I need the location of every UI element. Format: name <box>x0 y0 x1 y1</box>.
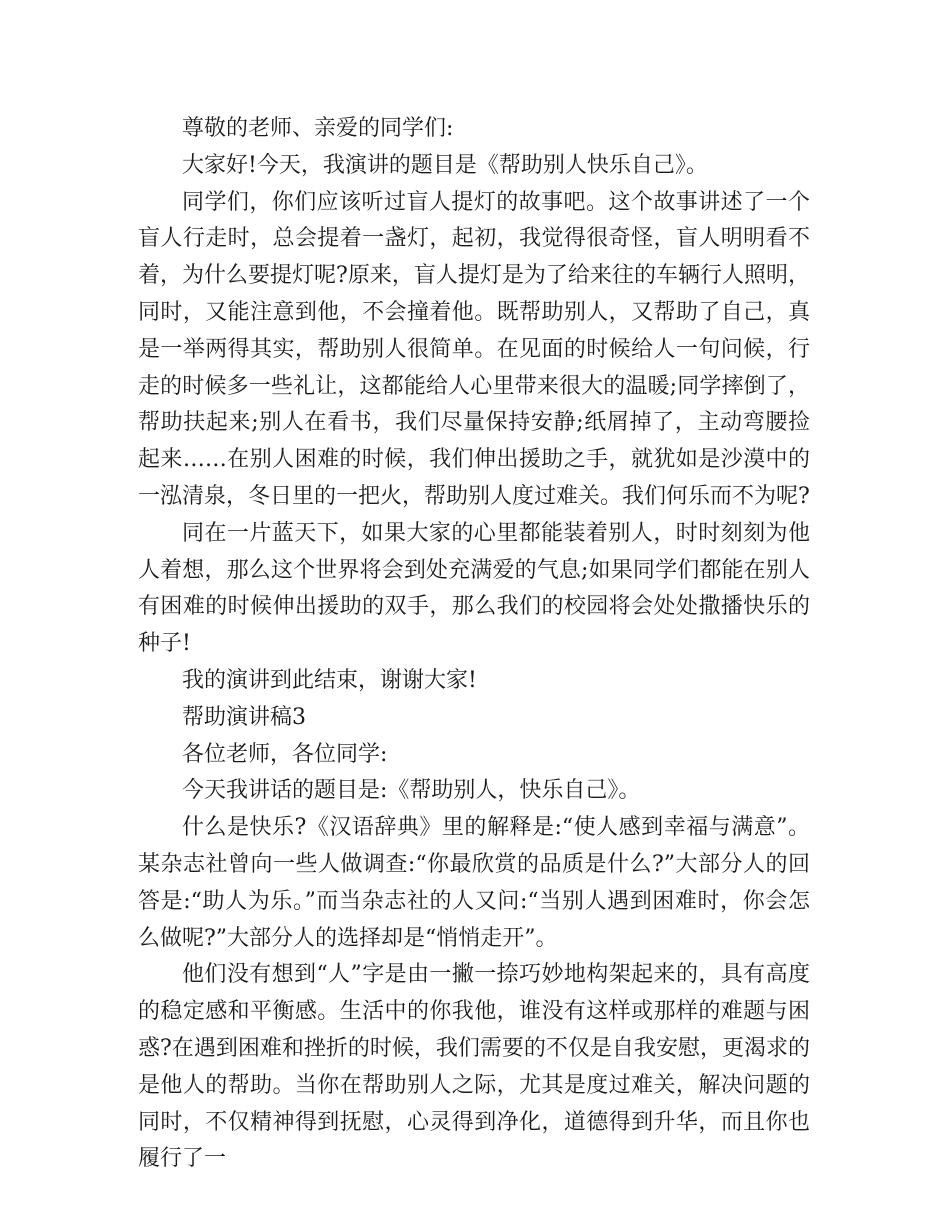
document-body <box>138 111 810 1178</box>
body-paragraph: 他们没有想到“人”字是由一撇一捺巧妙地构架起来的，具有高度的稳定感和平衡感。生活中的你我他，谁没有这样或那样的难题与困惑?在遇到困难和挫折的时候，我们需要的不仅是自我安慰，更渴求的是他人的帮助。当你在帮助别人之际，尤其是度过难关，解决问题的同时，不仅精神得到抚慰，心灵得到净化，道德得到升华，而且你也履行了一 <box>138 962 810 1172</box>
closing-paragraph: 我的演讲到此结束，谢谢大家! <box>182 667 477 693</box>
topic-paragraph: 今天我讲话的题目是:《帮助别人，快乐自己》。 <box>182 778 641 804</box>
body-paragraph: 同在一片蓝天下，如果大家的心里都能装着别人，时时刻刻为他人着想，那么这个世界将会到处充满爱的气息;如果同学们都能在别人有困难的时候伸出援助的双手，那么我们的校园将会处处撒播快乐的种子! <box>138 520 810 657</box>
body-paragraph: 什么是快乐?《汉语辞典》里的解释是:“使人感到幸福与满意”。某杂志社曾向一些人做调查:“你最欣赏的品质是什么?”大部分人的回答是:“助人为乐。”而当杂志社的人又问:“当别人遇到困难时，你会怎么做呢?”大部分人的选择却是“悄悄走开”。 <box>138 815 811 951</box>
salutation-paragraph: 尊敬的老师、亲爱的同学们: <box>182 116 454 141</box>
body-paragraph: 同学们，你们应该听过盲人提灯的故事吧。这个故事讲述了一个盲人行走时，总会提着一盏灯，起初，我觉得很奇怪，盲人明明看不着，为什么要提灯呢?原来，盲人提灯是为了给来往的车辆行人照明，同时，又能注意到他，不会撞着他。既帮助别人，又帮助了自己，真是一举两得其实，帮助别人很简单。在见面的时候给人一句问候，行走的时候多一些礼让，这都能给人心里带来很大的温暖;同学摔倒了，帮助扶起来;别人在看书，我们尽量保持安静;纸屑掉了，主动弯腰捡起来……在别人困难的时候，我们伸出援助之手，就犹如是沙漠中的一泓清泉，冬日里的一把火，帮助别人度过难关。我们何乐而不为呢? <box>138 189 810 509</box>
section-heading: 帮助演讲稿3 <box>182 704 306 730</box>
salutation-paragraph: 各位老师，各位同学: <box>182 741 388 767</box>
greeting-paragraph: 大家好!今天，我演讲的题目是《帮助别人快乐自己》。 <box>182 152 708 178</box>
